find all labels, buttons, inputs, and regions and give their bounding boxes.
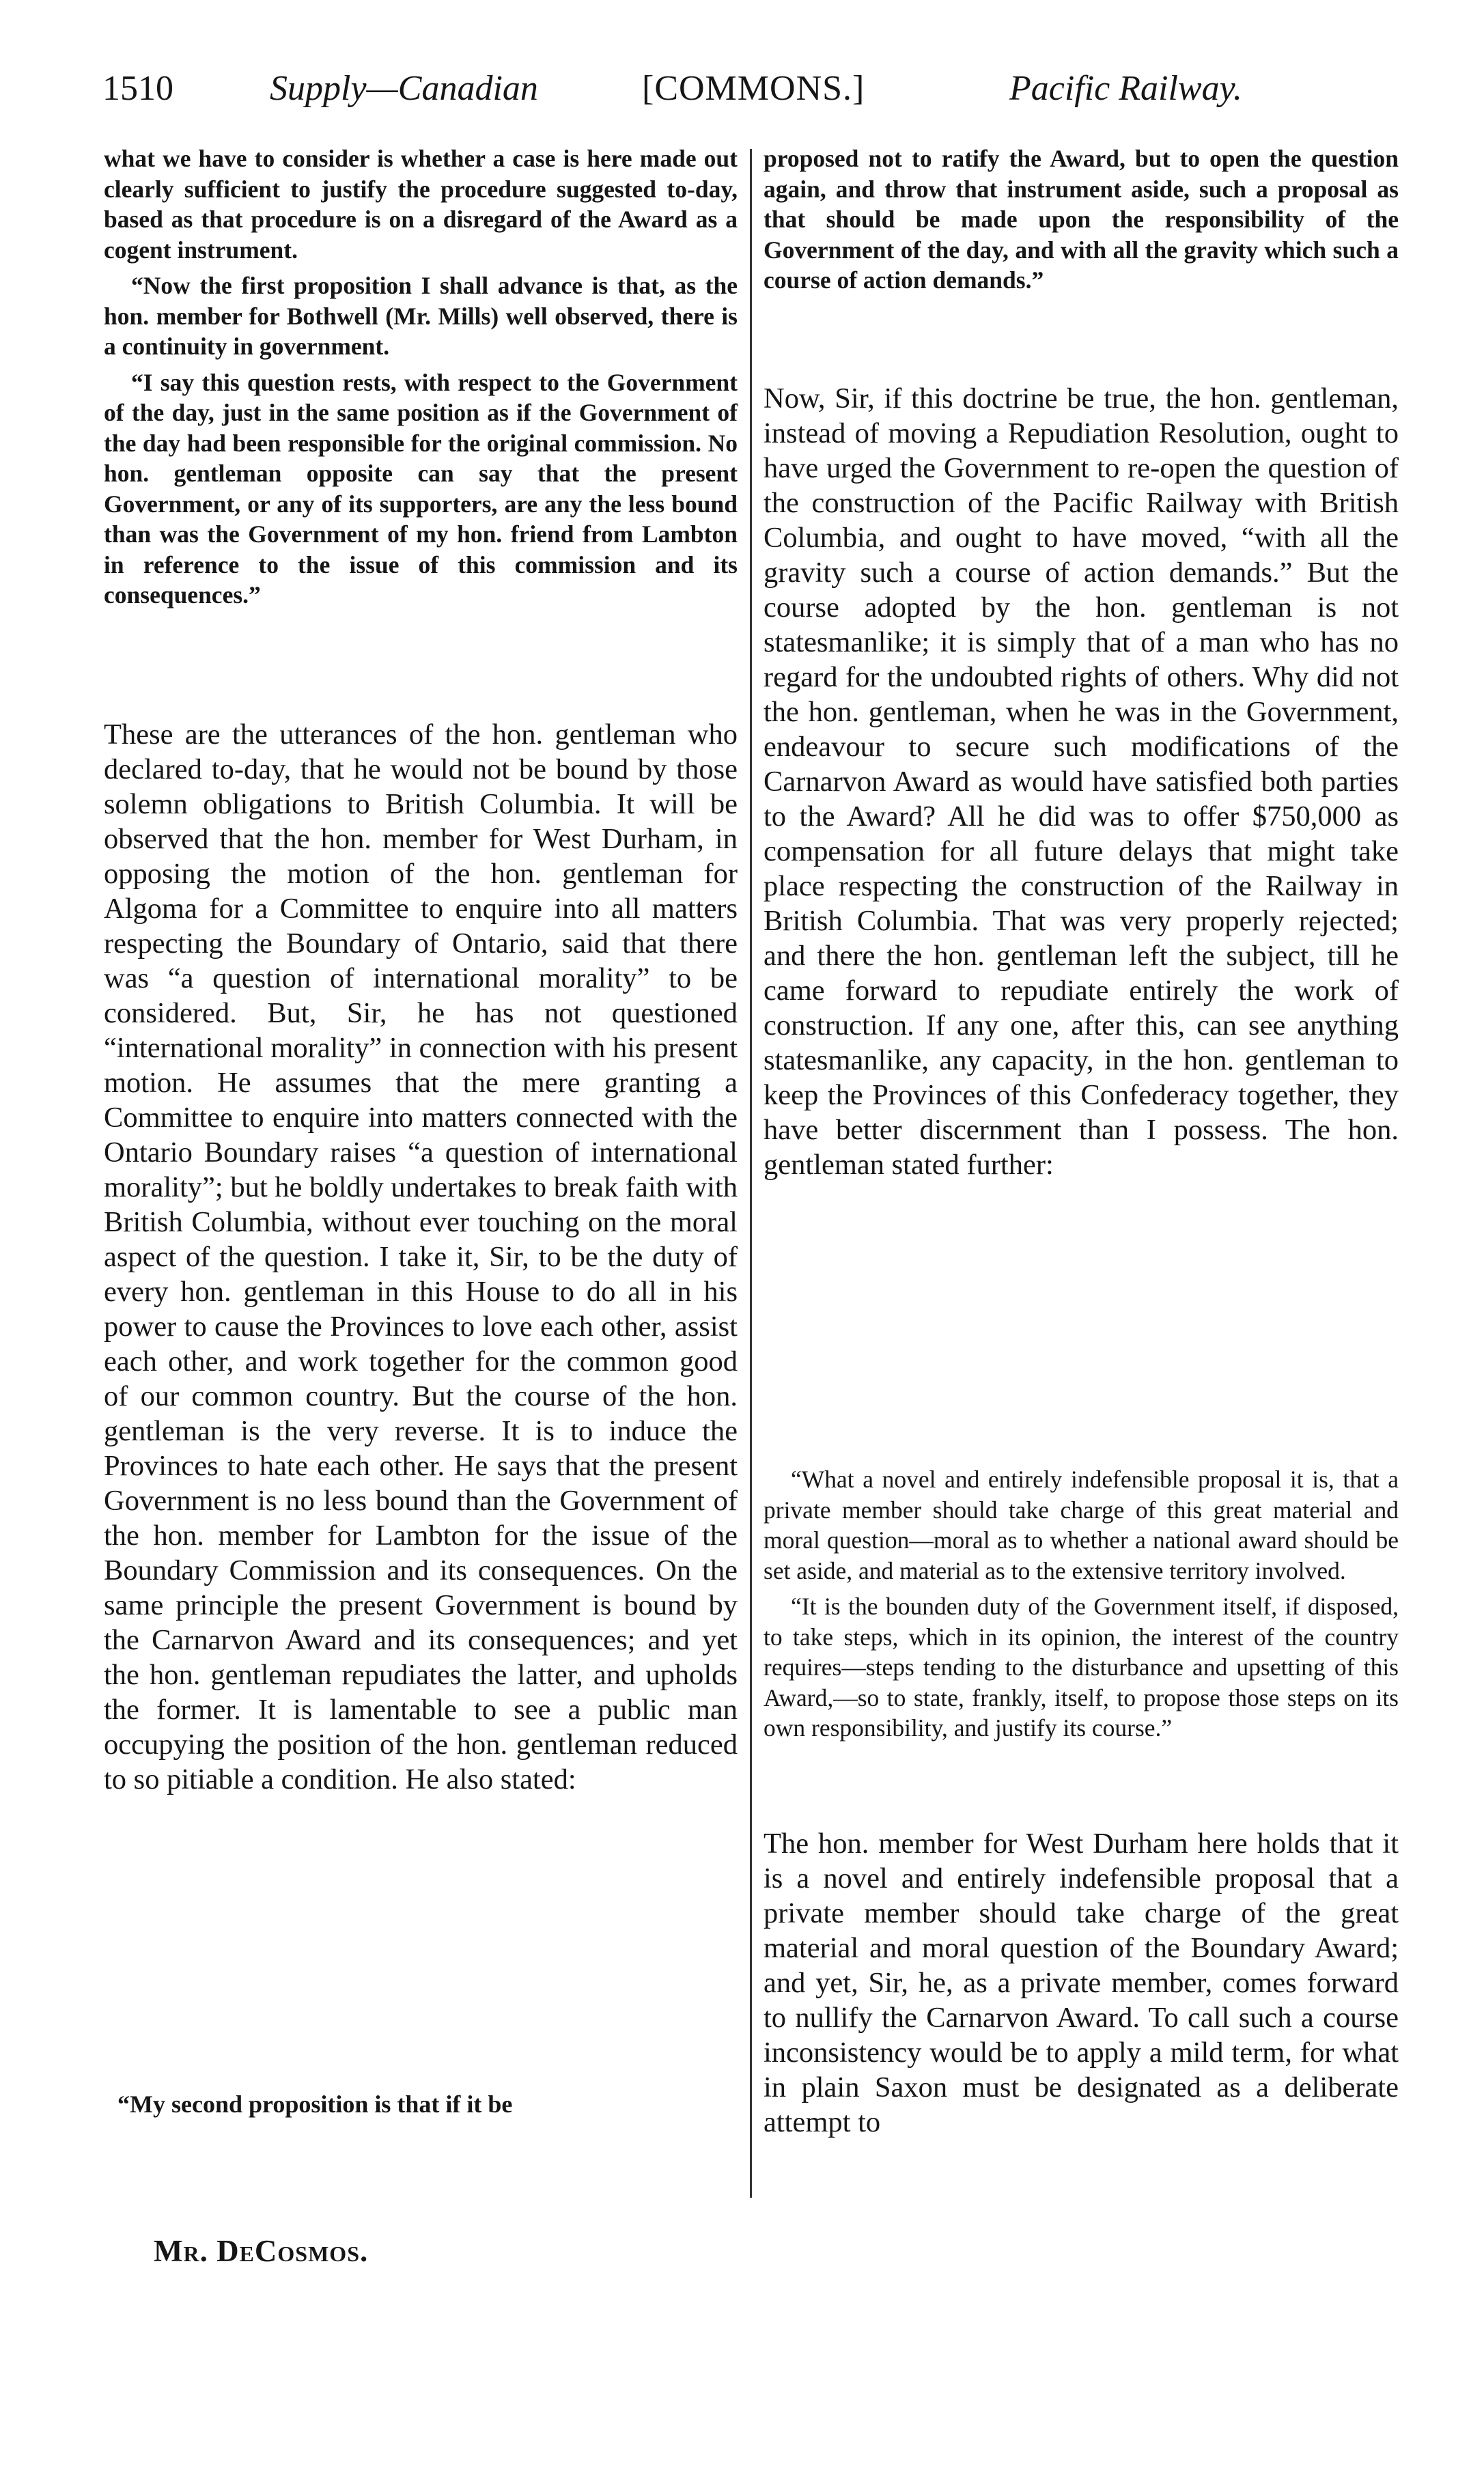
quote-paragraph: what we have to consider is whether a case is here made out clearly sufficient to justify the procedure suggested to-day, based as that procedure is on a disregard of the Award as a cogent instrument.: [104, 145, 738, 264]
page-number: 1510: [102, 69, 173, 108]
running-title-center: [COMMONS.]: [642, 69, 865, 108]
body-paragraph-2: [764, 381, 1399, 1446]
running-title-right: Pacific Railway.: [1009, 69, 1242, 108]
quoted-passage-2: [764, 1464, 1399, 1819]
quoted-passage-start: “My second proposition is that if it be: [117, 2091, 513, 2118]
body-paragraph: The hon. member for West Durham here holds that it is a novel and entirely indefensible proposal that a private member should take charge of the great material and moral question of the Boundary Award; and yet, Sir, he, as a private member, comes forward to nullify the Carnarvon Award. To call such a course inconsistency would be to apply a mild term, for what in plain Saxon must be designated as a deliberate attempt to: [764, 1828, 1399, 2138]
page-header: [0, 68, 1484, 123]
body-paragraph: Now, Sir, if this doctrine be true, the hon. gentleman, instead of moving a Repudiation Resolution, ought to have urged the Government to re-open the question of the construction of the Pacific Railway with British Columbia, and ought to have moved, “with all the gravity such a course of action demands.” But the course adopted by the hon. gentleman is not statesmanlike; it is simply that of a man who has no regard for the undoubted rights of others. Why did not the hon. gentleman, when he was in the Government, endeavour to secure such modifications of the Carnarvon Award as would have satisfied both parties to the Award? All he did was to offer $750,000 as compensation for all future delays that might take place respecting the construction of the Railway in British Columbia. That was very properly rejected; and there the hon. gentleman left the subject, till he came forward to repudiate entirely the work of construction. If any one, after this, can see anything statesmanlike, any capacity, in the hon. gentleman to keep the Provinces of this Confederacy together, they have better discernment than I possess. The hon. gentleman stated further:: [764, 382, 1399, 1181]
quote-paragraph: “Now the first proposition I shall advance is that, as the hon. member for Bothwell (Mr. Mills) well observed, there is a continuity in government.: [104, 272, 738, 360]
column-divider: [750, 149, 752, 2198]
right-column: [764, 143, 1399, 2140]
quote-paragraph: “I say this question rests, with respect to the Government of the day, just in the same position as if the Government of the day had been responsible for the original commission. No hon. gentleman opposite can say that the present Government, or any of its supporters, are any the less bound than was the Government of my hon. friend from Lambton in reference to the issue of this commission and its consequences.”: [104, 368, 738, 609]
speaker-signature: Mr. DeCosmos.: [154, 2234, 369, 2268]
left-column: [104, 143, 738, 2120]
quoted-passage-1: [104, 143, 738, 703]
body-paragraph-1: [104, 717, 738, 2080]
body-paragraph-3: [764, 1826, 1399, 2140]
quote-paragraph: proposed not to ratify the Award, but to open the question again, and throw that instrument aside, such a proposal as that should be made upon the responsibility of the Government of the day, and with all the gravity which such a course of action demands.”: [764, 145, 1399, 294]
quote-paragraph: “It is the bounden duty of the Government itself, if disposed, to take steps, which in its opinion, the interest of the country requires—steps tending to the disturbance and upsetting of this Award,—so to state, frankly, itself, to propose those steps on its own responsibility, and justify its course.”: [764, 1593, 1399, 1742]
quoted-passage-continued: [764, 143, 1399, 369]
body-paragraph: These are the utterances of the hon. gentleman who declared to-day, that he would not be bound by those solemn obligations to British Columbia. It will be observed that the hon. member for West Durham, in opposing the motion of the hon. gentleman for Algoma for a Committee to enquire into all matters respecting the Boundary of Ontario, said that there was “a question of international morality” to be considered. But, Sir, he has not questioned “international morality” in connection with his present motion. He assumes that the mere granting a Committee to enquire into matters connected with the Ontario Boundary raises “a question of international morality”; but he boldly undertakes to break faith with British Columbia, without ever touching on the moral aspect of the question. I take it, Sir, to be the duty of every hon. gentleman in this House to do all in his power to cause the Provinces to love each other, assist each other, and work together for the common good of our common country. But the course of the hon. gentleman is the very reverse. It is to induce the Provinces to hate each other. He says that the present Government is no less bound than the Government of the hon. member for Lambton for the issue of the Boundary Commission and its consequences. On the same principle the present Government is bound by the Carnarvon Award and its consequences; and yet the hon. gentleman repudiates the latter, and upholds the former. It is lamentable to see a public man occupying the position of the hon. gentleman reduced to so pitiable a condition. He also stated:: [104, 718, 738, 1795]
running-title-left: Supply—Canadian: [270, 69, 538, 108]
quote-paragraph: “What a novel and entirely indefensible proposal it is, that a private member should take charge of this great material and moral question—moral as to whether a national award should be set aside, and material as to the extensive territory involved.: [764, 1466, 1399, 1584]
